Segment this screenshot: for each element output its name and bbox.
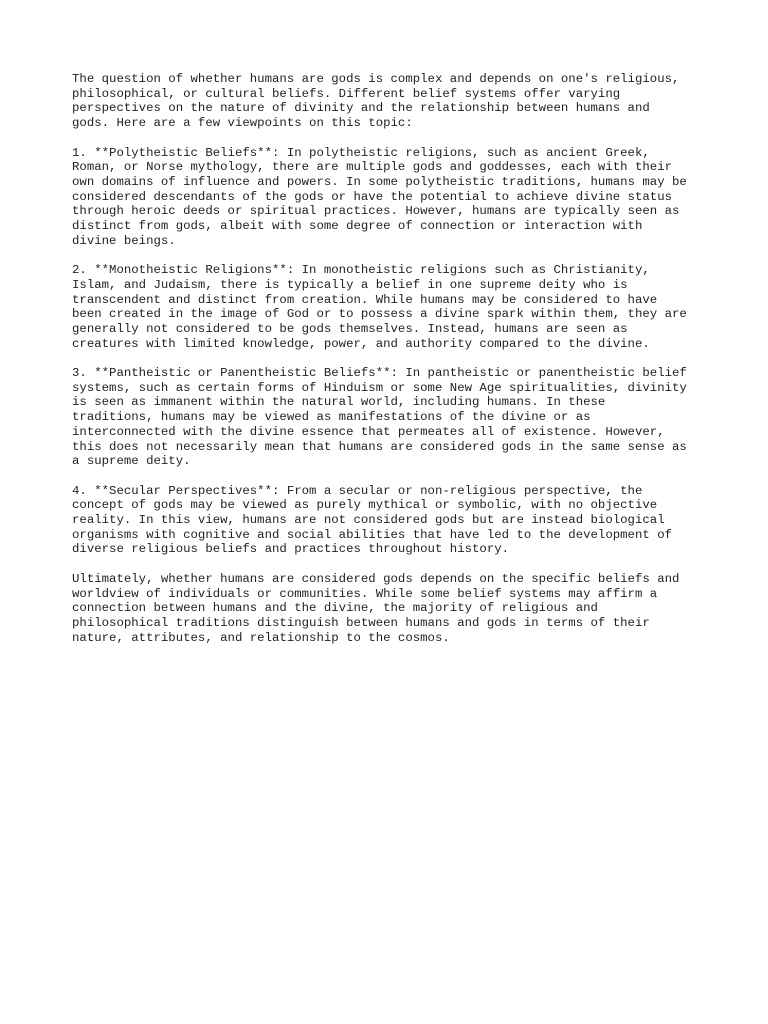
document-page (72, 72, 712, 660)
monotheistic-paragraph: 2. **Monotheistic Religions**: In monotheistic religions such as Christianity, Islam, and Judaism, there is typically a belief in one supreme deity who is transcendent and distinct from creation. While humans may be considered to have been created in the image of God or to possess a divine spark within them, they are generally not considered to be gods themselves. Instead, humans are seen as creatures with limited knowledge, power, and authority compared to the divine. (72, 263, 687, 351)
conclusion-paragraph: Ultimately, whether humans are considered gods depends on the specific beliefs and worldview of individuals or communities. While some belief systems may affirm a connection between humans and the divine, the majority of religious and philosophical traditions distinguish between humans and gods in terms of their nature, attributes, and relationship to the cosmos. (72, 571, 680, 645)
pantheistic-paragraph: 3. **Pantheistic or Panentheistic Beliefs**: In pantheistic or panentheistic belief systems, such as certain forms of Hinduism or some New Age spiritualities, divinity is seen as immanent within the natural world, including humans. In these traditions, humans may be viewed as manifestations of the divine or as interconnected with the divine essence that permeates all of existence. However, this does not necessarily mean that humans are considered gods in the same sense as a supreme deity. (72, 366, 687, 469)
intro-paragraph: The question of whether humans are gods is complex and depends on one's religious, philosophical, or cultural beliefs. Different belief systems offer varying perspectives on the nature of divinity and the relationship between humans and gods. Here are a few viewpoints on this topic: (72, 72, 680, 131)
secular-paragraph: 4. **Secular Perspectives**: From a secular or non-religious perspective, the concept of gods may be viewed as purely mythical or symbolic, with no objective reality. In this view, humans are not considered gods but are instead biological organisms with cognitive and social abilities that have led to the development of diverse religious beliefs and practices throughout history. (72, 483, 673, 557)
polytheistic-paragraph: 1. **Polytheistic Beliefs**: In polytheistic religions, such as ancient Greek, Roman, or Norse mythology, there are multiple gods and goddesses, each with their own domains of influence and powers. In some polytheistic traditions, humans may be considered descendants of the gods or have the potential to achieve divine status through heroic deeds or spiritual practices. However, humans are typically seen as distinct from gods, albeit with some degree of connection or interaction with divine beings. (72, 145, 687, 248)
